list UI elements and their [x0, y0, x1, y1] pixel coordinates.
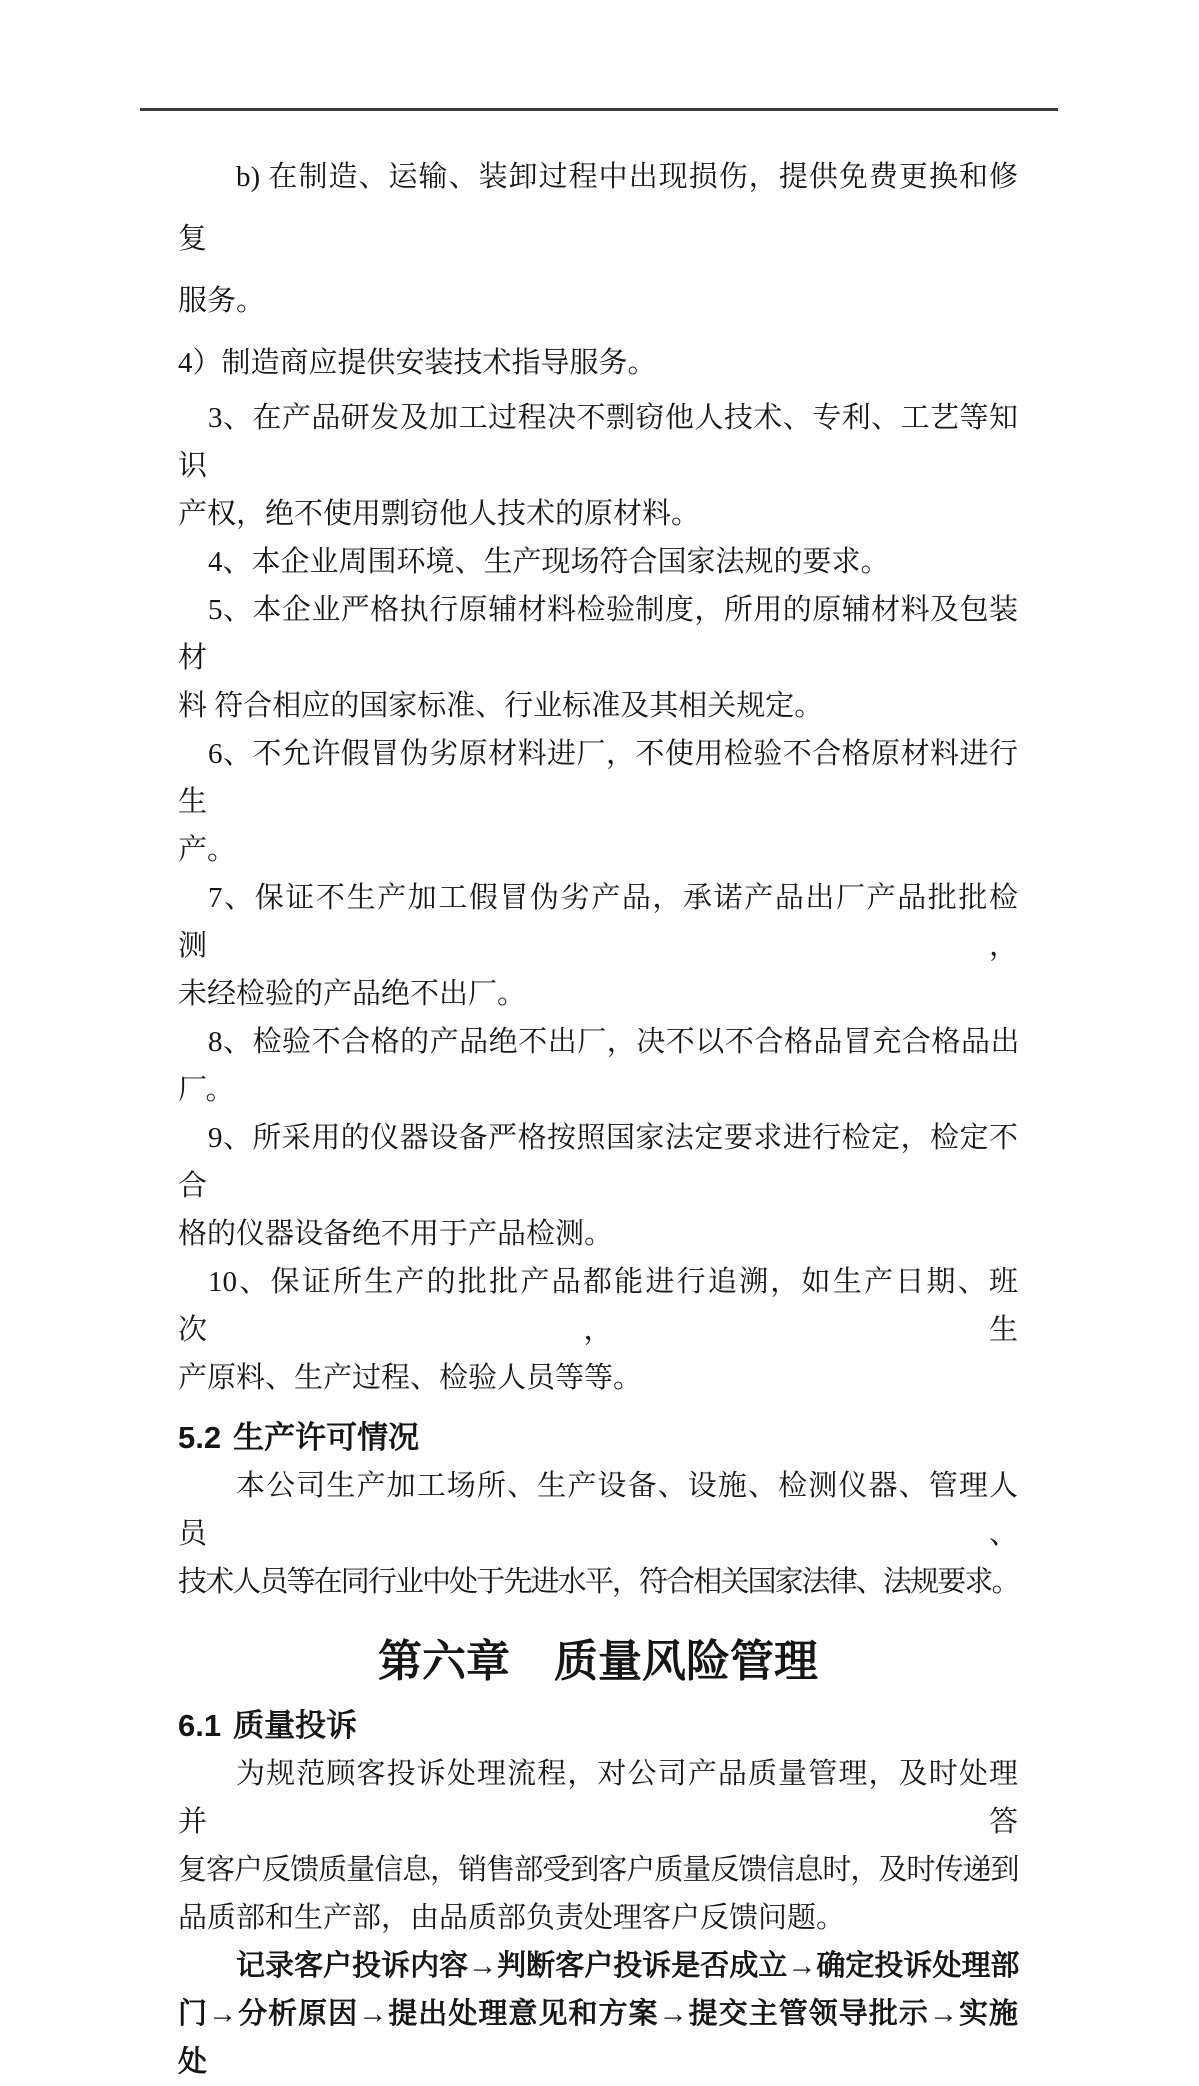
text-line: 产权，绝不使用剽窃他人技术的原材料。 — [178, 498, 701, 530]
text-line: 6、不允许假冒伪劣原材料进厂，不使用检验不合格原材料进行生 — [178, 738, 1018, 818]
text-line: 未经检验的产品绝不出厂。 — [178, 978, 527, 1010]
text-line: 产原料、生产过程、检验人员等等。 — [178, 1362, 643, 1394]
text-line: 门→分析原因→提出处理意见和方案→提交主管领导批示→实施处 — [178, 1998, 1018, 2078]
text-line: 本公司生产加工场所、生产设备、设施、检测仪器、管理人员、 — [178, 1470, 1018, 1550]
section-6-1-heading — [178, 1702, 1018, 1750]
section-5-2-heading — [178, 1414, 1018, 1462]
text-line: 4、本企业周围环境、生产现场符合国家法规的要求。 — [208, 546, 890, 578]
text-line: 10、保证所生产的批批产品都能进行追溯，如生产日期、班次，生 — [178, 1266, 1018, 1346]
paragraph-commitment-3 — [178, 394, 1018, 538]
text-line: 格的仪器设备绝不用于产品检测。 — [178, 1218, 614, 1250]
paragraph-section-5-2-body — [178, 1462, 1018, 1606]
section-number: 5.2 — [178, 1420, 222, 1455]
text-line: 4）制造商应提供安装技术指导服务。 — [178, 347, 657, 379]
chapter-6-title: 第六章 质量风险管理 — [378, 1637, 818, 1686]
text-line: 7、保证不生产加工假冒伪劣产品，承诺产品出厂产品批批检测， — [178, 882, 1018, 962]
text-line: 服务。 — [178, 285, 266, 317]
paragraph-commitment-8 — [178, 1018, 1018, 1114]
paragraph-commitment-9 — [178, 1114, 1018, 1258]
text-line: 为规范顾客投诉处理流程，对公司产品质量管理，及时处理并答 — [178, 1758, 1018, 1838]
paragraph-complaint-process-flow — [178, 1942, 1018, 2086]
section-title: 质量投诉 — [233, 1708, 358, 1743]
paragraph-commitment-5 — [178, 586, 1018, 730]
section-title: 生产许可情况 — [233, 1420, 420, 1455]
paragraph-commitment-6 — [178, 730, 1018, 874]
header-divider-line — [140, 108, 1058, 111]
text-line: 3、在产品研发及加工过程决不剽窃他人技术、专利、工艺等知识 — [178, 402, 1018, 482]
text-line: 9、所采用的仪器设备严格按照国家法定要求进行检定，检定不合 — [178, 1122, 1018, 1202]
paragraph-commitment-4 — [178, 538, 1018, 586]
text-line: 记录客户投诉内容→判断客户投诉是否成立→确定投诉处理部 — [236, 1950, 1018, 1982]
section-number: 6.1 — [178, 1708, 222, 1743]
paragraph-service-item-4 — [178, 332, 1018, 394]
text-line: 8、检验不合格的产品绝不出厂，决不以不合格品冒充合格品出厂。 — [178, 1026, 1018, 1106]
paragraph-commitment-10 — [178, 1258, 1018, 1402]
paragraph-commitment-7 — [178, 874, 1018, 1018]
paragraph-service-item-b — [178, 146, 1018, 332]
text-line: b) 在制造、运输、装卸过程中出现损伤，提供免费更换和修复 — [178, 161, 1018, 255]
text-line: 复客户反馈质量信息，销售部受到客户质量反馈信息时，及时传递到 — [178, 1854, 1018, 1886]
text-line: 5、本企业严格执行原辅材料检验制度，所用的原辅材料及包装材 — [178, 594, 1018, 674]
text-line: 料 符合相应的国家标准、行业标准及其相关规定。 — [178, 690, 824, 722]
document-content — [178, 146, 1018, 2086]
text-line: 技术人员等在同行业中处于先进水平，符合相关国家法律、法规要求。 — [178, 1566, 1018, 1598]
paragraph-section-6-1-body — [178, 1750, 1018, 1942]
text-line: 产。 — [178, 834, 237, 866]
text-line: 品质部和生产部，由品质部负责处理客户反馈问题。 — [178, 1902, 846, 1934]
